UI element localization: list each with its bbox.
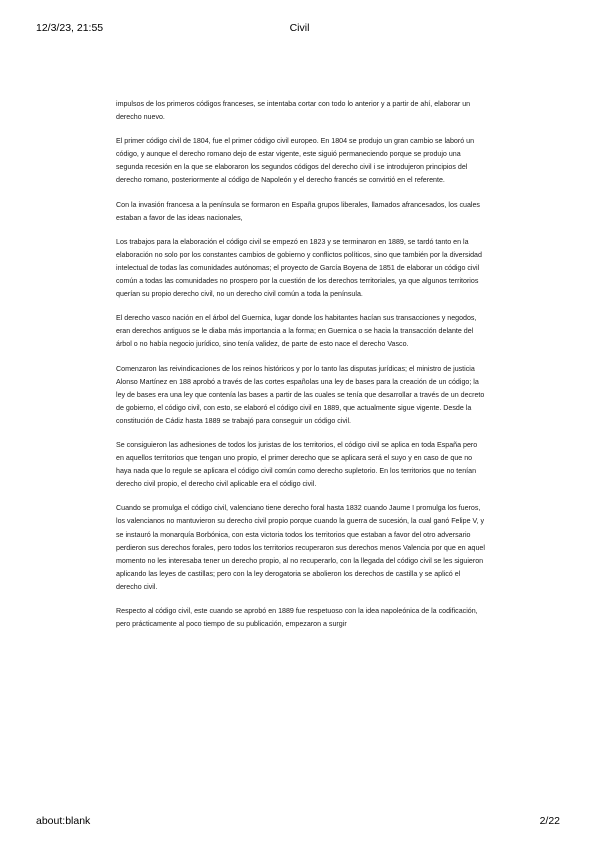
print-header (0, 22, 599, 36)
paragraph: Con la invasión francesa a la península se formaron en España grupos liberales, llamados afrancesados, los cuales estaban a favor de las ideas nacionales, (116, 200, 480, 222)
paragraph: Los trabajos para la elaboración el código civil se empezó en 1823 y se terminaron en 1889, se tardó tanto en la elaboración no solo por los constantes cambios de gobierno y conflictos políticos, sino que también por la diversidad intelectual de todas las comunidades autónomas; el proyecto de García Boyena de 1851 de elaborar un código civil común a todas las comunidades no prospero por la cuestión de los derechos territoriales, ya que algunos territorios querían su propio derecho civil, no un derecho civil común a toda la península. (116, 237, 482, 299)
print-footer (0, 815, 599, 829)
page-url: about:blank (36, 815, 91, 827)
document-title: Civil (289, 22, 310, 34)
paragraph: El primer código civil de 1804, fue el primer código civil europeo. En 1804 se produjo un gran cambio se laboró un código, y aunque el derecho romano dejo de estar vigente, este siguió permaneciendo porque se produjo una segunda recesión en la que se elaboraron los segundos códigos del derecho civil i se introdujeron principios del derecho romano, posteriormente al código de Napoleón y el derecho francés se convirtió en el referente. (116, 137, 475, 185)
document-body (116, 98, 486, 642)
paragraph: Se consiguieron las adhesiones de todos los juristas de los territorios, el código civil se aplica en toda España pero en aquellos territorios que tengan uno propio, el primer derecho que se aplicara será el suyo y en caso de que no haya nada que lo regule se aplicara el código civil común como derecho supletorio. En los territorios que no tenían derecho civil propio, el derecho civil aplicable era el código civil. (116, 440, 478, 489)
page-number: 2/22 (539, 815, 560, 827)
paragraph: impulsos de los primeros códigos franceses, se intentaba cortar con todo lo anterior y a partir de ahí, elaborar un derecho nuevo. (116, 100, 471, 122)
print-datetime: 12/3/23, 21:55 (36, 22, 104, 34)
paragraph: Respecto al código civil, este cuando se aprobó en 1889 fue respetuoso con la idea napoleónica de la codificación, pero prácticamente al poco tiempo de su publicación, empezaron a surgir (116, 607, 478, 629)
paragraph: Cuando se promulga el código civil, valenciano tiene derecho foral hasta 1832 cuando Jaume I promulga los fueros, los valencianos no mantuvieron su derecho civil propio porque cuando la guerra de sucesión, la cual ganó Felipe V, y se instauró la monarquía Borbónica, con esta victoria todos los territorios que estaban a favor del otro adversario perdieron sus derechos forales, pero todos los territorios recuperaron sus derechos menos Valencia por que en aquel momento no les interesaba tener un derecho propio, al no recuperarlo, con la llegada del código civil se les siguieron aplicando las leyes de castillas; pero con la ley derogatoria se abolieron los derechos de castilla y se aplicó el derecho civil. (116, 504, 485, 591)
paragraph: El derecho vasco nación en el árbol del Guernica, lugar donde los habitantes hacían sus transacciones y negodos, eran derechos antiguos se le diaba más importancia a la forma; en Guernica o se hacia la transacción delante del árbol o no había negocio jurídico, sino tenía validez, de parte de esto nace el derecho Vasco. (116, 314, 477, 349)
paragraph: Comenzaron las reivindicaciones de los reinos históricos y por lo tanto las disputas jurídicas; el ministro de justicia Alonso Martínez en 188 aprobó a través de las cortes españolas una ley de bases para la creación de un código; la ley de bases era una ley que contenía las bases a partir de las cuales se tenía que desarrollar a través de un decreto de gobierno, el código civil, con esto, se elaboró el código civil en 1889, que actualmente sigue vigente. Desde la constitución de Cádiz hasta 1889 se trabajó para conseguir un código civil. (116, 364, 485, 425)
